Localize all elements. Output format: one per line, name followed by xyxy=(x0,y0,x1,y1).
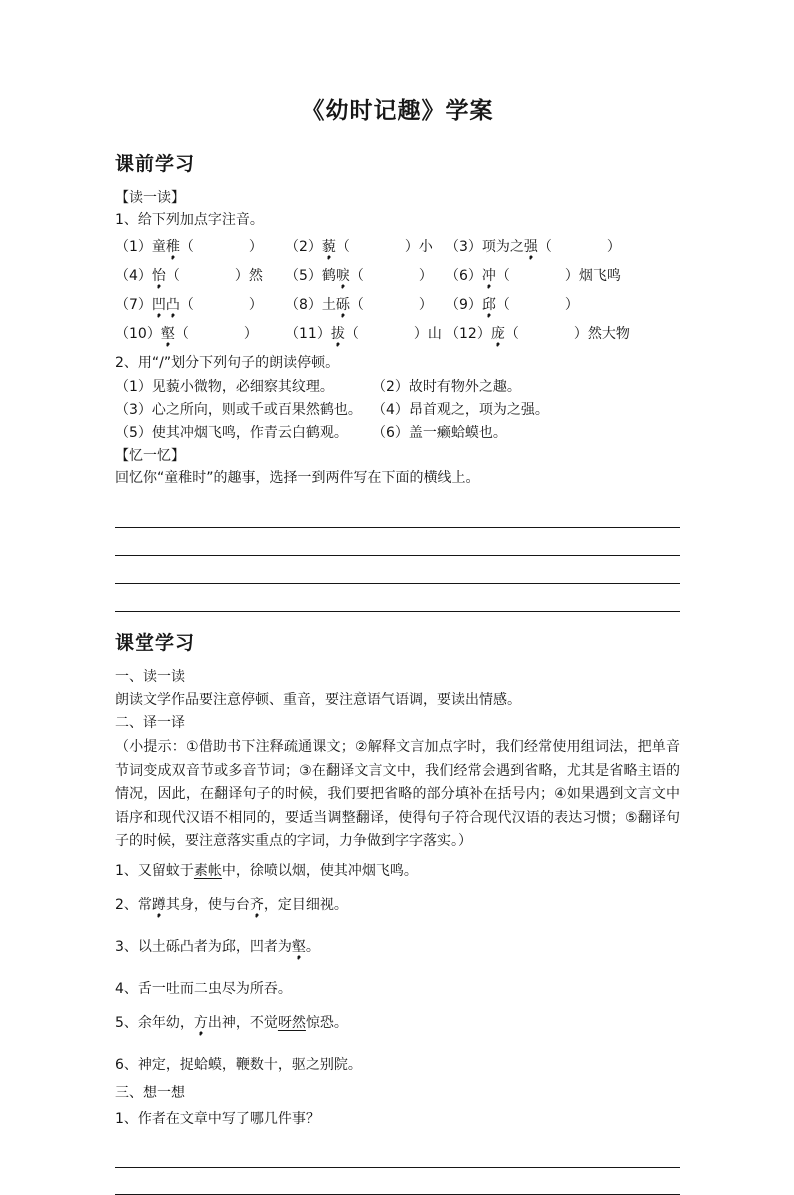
text-segment: ） xyxy=(243,326,258,342)
pinyin-item xyxy=(445,321,680,350)
writing-line xyxy=(115,500,680,528)
read-section-label: 【读一读】 xyxy=(115,190,185,206)
text-segment: 壑 xyxy=(292,939,306,959)
pinyin-item xyxy=(445,292,680,321)
text-segment: 方 xyxy=(194,1015,208,1035)
recall-prompt: 回忆你“童稚时”的趣事，选择一到两件写在下面的横线上。 xyxy=(115,470,480,486)
text-segment: （ xyxy=(335,239,350,255)
text-segment: （6） xyxy=(445,268,482,284)
page-title: 《幼时记趣》学案 xyxy=(301,98,494,124)
sentence-line xyxy=(115,897,680,930)
pause-exercise-grid xyxy=(115,376,680,445)
text-segment: ，定目细视。 xyxy=(263,896,348,913)
text-segment: 凸 xyxy=(166,297,180,317)
text-segment: （ xyxy=(537,239,552,255)
pinyin-item xyxy=(285,234,445,263)
text-segment: 齐 xyxy=(250,897,264,917)
text-segment: 砾 xyxy=(336,297,350,317)
text-segment: 稚 xyxy=(166,239,180,259)
pause-item: （4）昂首观之，项为之强。 xyxy=(372,402,549,418)
text-segment: 唳 xyxy=(336,268,350,288)
text-segment: ） xyxy=(418,268,433,284)
part3-title: 三、想一想 xyxy=(115,1084,185,1101)
writing-lines-recall xyxy=(115,500,680,612)
text-segment: 藐 xyxy=(322,239,336,259)
text-segment: （ xyxy=(495,297,510,313)
text-segment: （10） xyxy=(115,326,161,342)
text-segment: （11） xyxy=(285,326,331,342)
text-segment: 庞 xyxy=(491,326,505,346)
pinyin-item xyxy=(285,292,445,321)
text-segment: ） xyxy=(248,239,263,255)
text-segment: ） xyxy=(248,297,263,313)
q1-prompt: 1、给下列加点字注音。 xyxy=(115,212,264,228)
text-segment: （ xyxy=(495,268,510,284)
pause-item: （2）故时有物外之趣。 xyxy=(372,379,521,395)
text-segment: ）然大物 xyxy=(573,326,630,342)
text-segment: （ xyxy=(349,268,364,284)
part3-question: 1、作者在文章中写了哪几件事？ xyxy=(115,1110,320,1127)
text-segment: （9） xyxy=(445,297,482,313)
text-segment: （12） xyxy=(445,326,491,342)
text-segment: ）烟飞鸣 xyxy=(564,268,621,284)
writing-line xyxy=(115,1168,680,1195)
sentence-line xyxy=(115,1057,680,1082)
part1-title: 一、读一读 xyxy=(115,669,185,685)
text-segment: 拔 xyxy=(331,326,345,346)
pinyin-item xyxy=(115,321,285,350)
text-segment: ） xyxy=(606,239,621,255)
text-segment: （ xyxy=(179,297,194,313)
pause-item: （1）见藐小微物，必细察其纹理。 xyxy=(115,379,334,395)
pause-item: （5）使其冲烟飞鸣，作青云白鹤观。 xyxy=(115,425,348,441)
part2-title: 二、译一译 xyxy=(115,715,185,731)
text-segment: 邱 xyxy=(482,297,496,317)
translation-hint: （小提示：①借助书下注释疏通课文；②解释文言加点字时，我们经常使用组词法，把单音节词变成双音节或多音节词；③在翻译文言文中，我们经常会遇到省略，尤其是省略主语的情况，因此，在翻译句子的时候，我们要把省略的部分填补在括号内；④如果遇到文言文中语序和现代汉语不相同的，要适当调整翻译，使得句子符合现代汉语的表达习惯；⑤翻译句子的时候，要注意落实重点的字词，力争做到字字落实。） xyxy=(115,739,680,849)
writing-line xyxy=(115,556,680,584)
pinyin-item xyxy=(445,234,680,263)
text-segment: ）山 xyxy=(413,326,442,342)
text-segment: 1、又留蚊于 xyxy=(115,862,194,879)
section-header-in-class: 课堂学习 xyxy=(115,632,196,654)
pause-item: （3）心之所向，则或千或百果然鹤也。 xyxy=(115,402,362,418)
sentence-line xyxy=(115,939,680,972)
text-segment: 惊恐。 xyxy=(305,1014,348,1031)
text-segment: 壑 xyxy=(161,326,175,346)
text-segment: 。 xyxy=(305,938,320,955)
text-segment: 中，徐喷以烟，使其冲烟飞鸣。 xyxy=(221,862,418,879)
text-segment: 呀然 xyxy=(277,1014,306,1031)
sentence-line xyxy=(115,863,680,888)
text-segment: 其身，使与台 xyxy=(165,896,250,913)
text-segment: （ xyxy=(344,326,359,342)
text-segment: 6、神定，捉蛤蟆，鞭数十，驱之别院。 xyxy=(115,1056,362,1073)
text-segment: ） xyxy=(418,297,433,313)
text-segment: （1）童 xyxy=(115,239,166,255)
text-segment: （ xyxy=(504,326,519,342)
translation-sentences xyxy=(115,863,680,1082)
pinyin-item xyxy=(285,263,445,292)
writing-line xyxy=(115,1141,680,1168)
pinyin-exercise-grid xyxy=(115,234,680,350)
sentence-line xyxy=(115,1015,680,1048)
text-segment: ）小 xyxy=(404,239,433,255)
pinyin-item xyxy=(115,234,285,263)
text-segment: （ xyxy=(179,239,194,255)
pinyin-item xyxy=(285,321,445,350)
text-segment: 2、常 xyxy=(115,896,152,913)
writing-line xyxy=(115,528,680,556)
pinyin-item xyxy=(115,263,285,292)
pause-item: （6）盖一癞蛤蟆也。 xyxy=(372,425,507,441)
sentence-line xyxy=(115,981,680,1006)
text-segment: 强 xyxy=(524,239,538,259)
text-segment: 3、以土砾凸者为邱，凹者为 xyxy=(115,938,292,955)
text-segment: （ xyxy=(349,297,364,313)
pinyin-item xyxy=(115,292,285,321)
text-segment: （5）鹤 xyxy=(285,268,336,284)
text-segment: 蹲 xyxy=(152,897,166,917)
text-segment: 怡 xyxy=(152,268,166,288)
text-segment: （ xyxy=(165,268,180,284)
writing-line xyxy=(115,584,680,612)
text-segment: （8）土 xyxy=(285,297,336,313)
text-segment: ）然 xyxy=(234,268,263,284)
section-header-pre-class: 课前学习 xyxy=(115,153,196,175)
text-segment: 冲 xyxy=(482,268,496,288)
text-segment: 4、舌一吐而二虫尽为所吞。 xyxy=(115,980,292,997)
text-segment: （2） xyxy=(285,239,322,255)
text-segment: （ xyxy=(174,326,189,342)
text-segment: （4） xyxy=(115,268,152,284)
text-segment: 出神，不觉 xyxy=(207,1014,278,1031)
text-segment: （3）项为之 xyxy=(445,239,524,255)
recall-section-label: 【忆一忆】 xyxy=(115,448,185,464)
pinyin-item xyxy=(445,263,680,292)
q2-prompt: 2、用“/”划分下列句子的朗读停顿。 xyxy=(115,355,340,371)
text-segment: 素帐 xyxy=(193,862,222,879)
part1-text: 朗读文学作品要注意停顿、重音，要注意语气语调，要读出情感。 xyxy=(115,692,521,708)
text-segment: 凹 xyxy=(152,297,166,317)
text-segment: 5、余年幼， xyxy=(115,1014,194,1031)
text-segment: （7） xyxy=(115,297,152,313)
writing-lines-think xyxy=(115,1141,680,1195)
text-segment: ） xyxy=(564,297,579,313)
